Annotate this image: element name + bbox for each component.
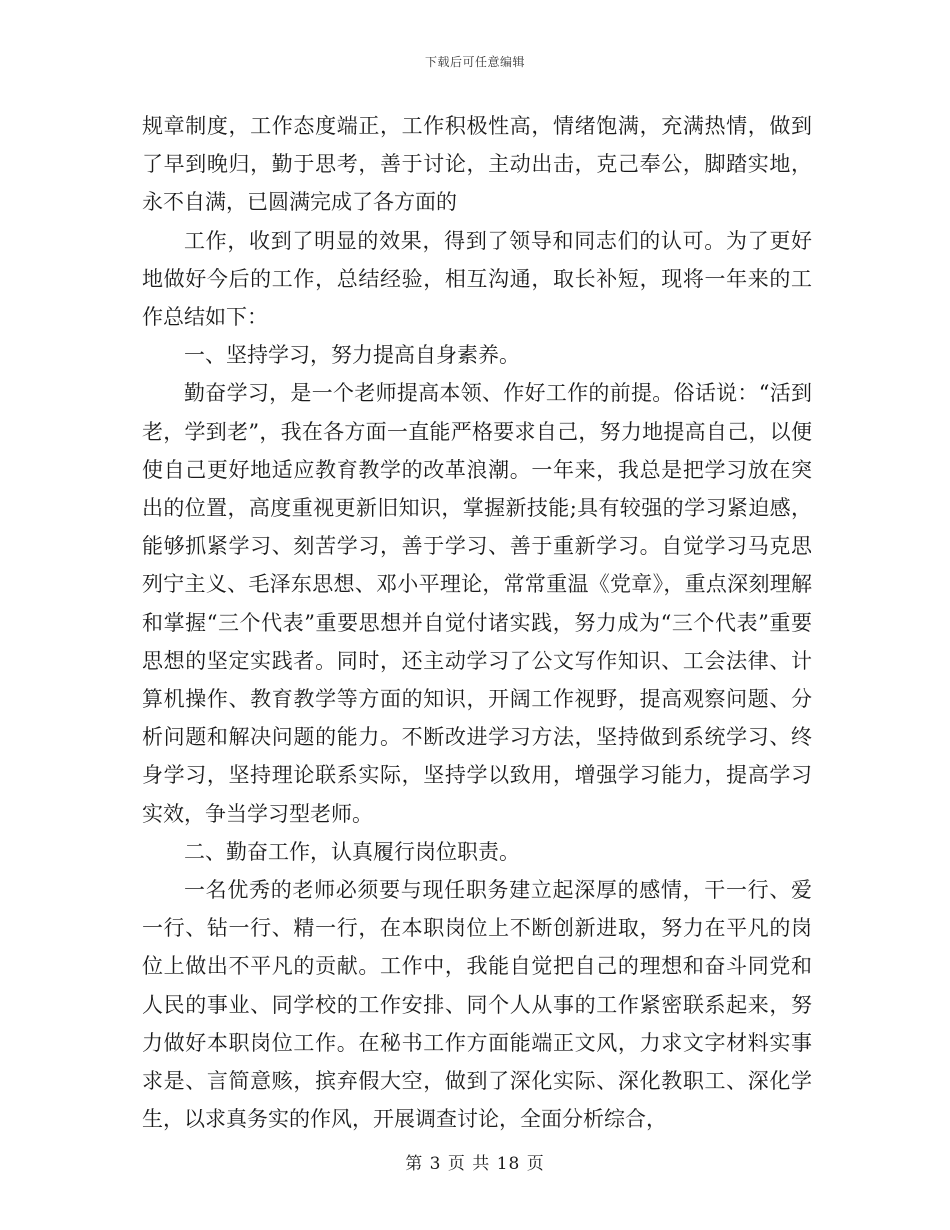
paragraph-2: 工作，收到了明显的效果，得到了领导和同志们的认可。为了更好地做好今后的工作，总结经验，相互沟通，取长补短，现将一年来的工作总结如下：: [142, 228, 812, 330]
page-number: 第 3 页 共 18 页: [405, 1154, 545, 1174]
section-heading-2: 二、勤奋工作，认真履行岗位职责。: [184, 839, 520, 864]
document-body: [142, 107, 812, 1138]
page-header: 下载后可任意编辑: [424, 55, 525, 69]
paragraph-4: 一名优秀的老师必须要与现任职务建立起深厚的感情，干一行、爱一行、钻一行、精一行，在本职岗位上不断创新进取，努力在平凡的岗位上做出不平凡的贡献。工作中，我能自觉把自己的理想和奋斗同党和人民的事业、同学校的工作安排、同个人从事的工作紧密联系起来，努力做好本职岗位工作。在秘书工作方面能端正文风，力求文字材料实事求是、言简意赅，摈弃假大空，做到了深化实际、深化教职工、深化学生，以求真务实的作风，开展调查讨论，全面分析综合，: [142, 878, 812, 1132]
section-heading-1: 一、坚持学习，努力提高自身素养。: [184, 343, 520, 368]
paragraph-3: 勤奋学习，是一个老师提高本领、作好工作的前提。俗话说：“活到老，学到老”，我在各方面一直能严格要求自己，努力地提高自己，以便使自己更好地适应教育教学的改革浪潮。一年来，我总是把学习放在突出的位置，高度重视更新旧知识，掌握新技能;具有较强的学习紧迫感，能够抓紧学习、刻苦学习，善于学习、善于重新学习。自觉学习马克思列宁主义、毛泽东思想、邓小平理论，常常重温《党章》，重点深刻理解和掌握“三个代表”重要思想并自觉付诸实践，努力成为“三个代表”重要思想的坚定实践者。同时，还主动学习了公文写作知识、工会法律、计算机操作、教育教学等方面的知识，开阔工作视野，提高观察问题、分析问题和解决问题的能力。不断改进学习方法，坚持做到系统学习、终身学习，坚持理论联系实际，坚持学以致用，增强学习能力，提高学习实效，争当学习型老师。: [142, 381, 812, 826]
paragraph-1: 规章制度，工作态度端正，工作积极性高，情绪饱满，充满热情，做到了早到晚归，勤于思考，善于讨论，主动出击，克己奉公，脚踏实地，永不自满，已圆满完成了各方面的: [142, 114, 812, 215]
